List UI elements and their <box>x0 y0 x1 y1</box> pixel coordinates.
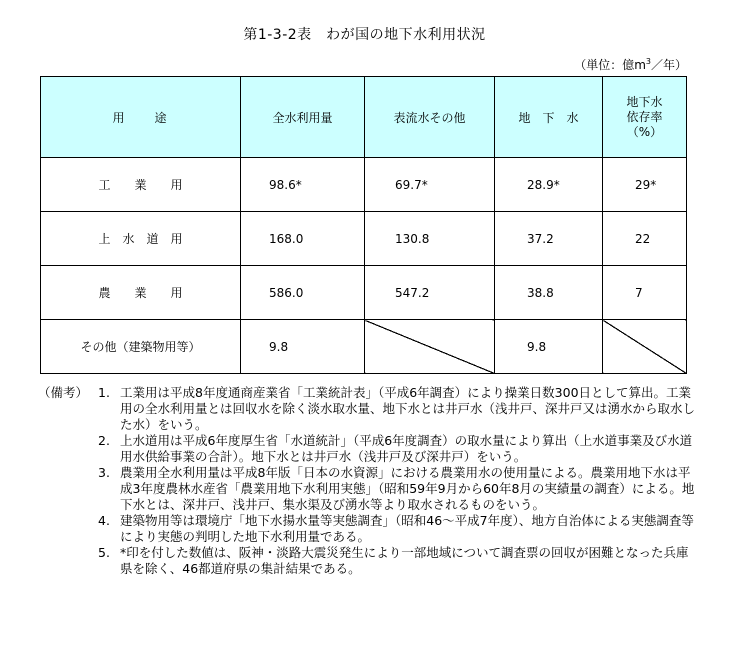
cell-ground: 28.9* <box>495 158 603 212</box>
note-text: 農業用全水利用量は平成8年版「日本の水資源」における農業用水の使用量による。農業用地下水は平成3年度農林水産省「農業用地下水利用実態」（昭和59年9月から60年8月の実績量の調査）による。地下水とは、深井戸、浅井戸、集水渠及び湧水等より取水されるものをいう。 <box>120 465 695 512</box>
note-text: 工業用は平成8年度通商産業省「工業統計表」（平成6年調査）により操業日数300日として算出。工業用の全水利用量とは回収水を除く淡水取水量、地下水とは井戸水（浅井戸、深井戸又は湧水から取水した水）をいう。 <box>120 385 696 432</box>
cell-surface-empty-diagonal <box>365 320 495 374</box>
header-use: 用 途 <box>41 77 241 158</box>
header-total: 全水利用量 <box>241 77 365 158</box>
unit-prefix: （単位：億m <box>574 58 646 72</box>
cell-total: 9.8 <box>241 320 365 374</box>
note-text: 上水道用は平成6年度厚生省「水道統計」（平成6年度調査）の取水量により算出（上水道事業及び水道用水供給事業の合計）。地下水とは井戸水（浅井戸及び深井戸）をいう。 <box>120 433 693 464</box>
cell-ratio: 29* <box>603 158 687 212</box>
table-header-row <box>41 77 687 158</box>
note-item <box>98 385 698 433</box>
note-item <box>98 513 698 545</box>
header-ratio <box>603 77 687 158</box>
note-number: 2. <box>98 433 110 448</box>
cell-ground: 9.8 <box>495 320 603 374</box>
table-row <box>41 320 687 374</box>
header-surface: 表流水その他 <box>365 77 495 158</box>
cell-surface: 130.8 <box>365 212 495 266</box>
unit-suffix: ／年） <box>650 58 687 72</box>
unit-label <box>574 56 687 73</box>
cell-ground: 37.2 <box>495 212 603 266</box>
cell-ratio: 7 <box>603 266 687 320</box>
header-ratio-line1: 地下水 <box>626 94 663 109</box>
note-item <box>98 465 698 513</box>
row-label-agricultural: 農 業 用 <box>41 266 241 320</box>
unit-superscript: 3 <box>645 57 651 66</box>
cell-ratio: 22 <box>603 212 687 266</box>
cell-surface: 69.7* <box>365 158 495 212</box>
header-ground: 地 下 水 <box>495 77 603 158</box>
notes-list <box>98 385 698 577</box>
header-ratio-line2: 依存率 <box>626 109 663 124</box>
note-number: 3. <box>98 465 110 480</box>
note-number: 4. <box>98 513 110 528</box>
cell-total: 168.0 <box>241 212 365 266</box>
note-item <box>98 545 698 577</box>
table-row <box>41 212 687 266</box>
table-row <box>41 266 687 320</box>
row-label-industrial: 工 業 用 <box>41 158 241 212</box>
note-text: *印を付した数値は、阪神・淡路大震災発生により一部地域について調査票の回収が困難となった兵庫県を除く、46都道府県の集計結果である。 <box>120 545 689 576</box>
cell-ground: 38.8 <box>495 266 603 320</box>
row-label-other: その他（建築物用等） <box>41 320 241 374</box>
note-text: 建築物用等は環境庁「地下水揚水量等実態調査」（昭和46～平成7年度）、地方自治体による実態調査等により実態の判明した地下水利用量である。 <box>120 513 694 544</box>
cell-total: 586.0 <box>241 266 365 320</box>
note-number: 1. <box>98 385 110 400</box>
note-number: 5. <box>98 545 110 560</box>
notes-heading: （備考） <box>38 385 89 400</box>
cell-surface: 547.2 <box>365 266 495 320</box>
header-ratio-line3: （%） <box>626 124 663 139</box>
note-item <box>98 433 698 465</box>
table-title: 第1-3-2表 わが国の地下水利用状況 <box>243 27 486 43</box>
table-row <box>41 158 687 212</box>
row-label-water-supply: 上 水 道 用 <box>41 212 241 266</box>
cell-ratio-empty-diagonal <box>603 320 687 374</box>
header-ratio-text <box>626 95 662 140</box>
groundwater-usage-table <box>40 76 687 374</box>
cell-total: 98.6* <box>241 158 365 212</box>
